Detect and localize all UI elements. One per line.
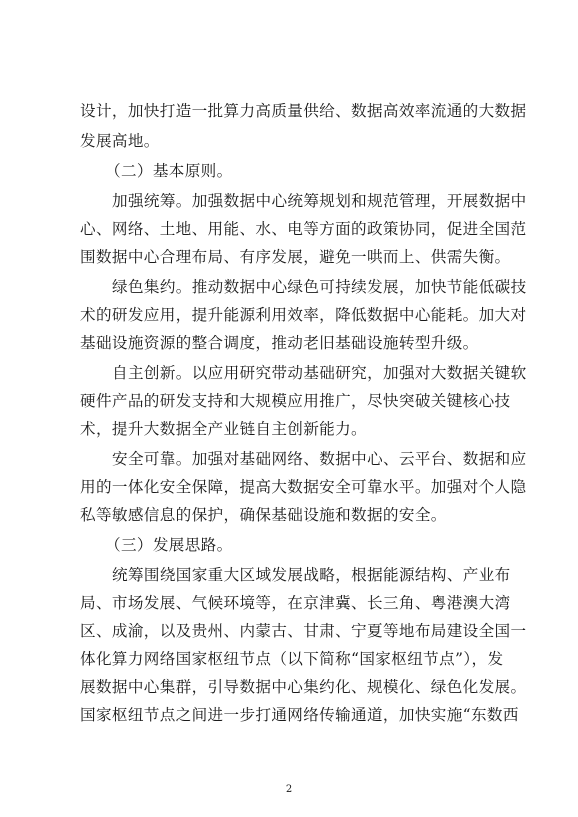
text-line: 体化算力网络国家枢纽节点（以下简称“国家枢纽节点”），发 bbox=[80, 650, 504, 668]
text-line: 设计，加快打造一批算力高质量供给、数据高效率流通的大数据 bbox=[80, 102, 527, 120]
text-line: 加强统筹。加强数据中心统筹规划和规范管理，开展数据中 bbox=[112, 192, 527, 210]
text-line: 围数据中心合理布局、有序发展，避免一哄而上、供需失衡。 bbox=[80, 248, 511, 266]
text-line: 国家枢纽节点之间进一步打通网络传输通道，加快实施“东数西 bbox=[80, 706, 519, 724]
text-line: 自主创新。以应用研究带动基础研究，加强对大数据关键软 bbox=[112, 364, 527, 382]
section-heading: （三）发展思路。 bbox=[105, 536, 233, 554]
text-line: 绿色集约。推动数据中心绿色可持续发展，加快节能低碳技 bbox=[112, 278, 527, 296]
text-line: 统筹围绕国家重大区域发展战略，根据能源结构、产业布 bbox=[112, 566, 511, 584]
section-heading: （二）基本原则。 bbox=[105, 162, 233, 180]
text-line: 术的研发应用，提升能源利用效率，降低数据中心能耗。加大对 bbox=[80, 306, 527, 324]
text-line: 硬件产品的研发支持和大规模应用推广，尽快突破关键核心技 bbox=[80, 392, 511, 410]
text-line: 私等敏感信息的保护，确保基础设施和数据的安全。 bbox=[80, 506, 447, 524]
page-number: 2 bbox=[285, 784, 293, 795]
text-line: 基础设施资源的整合调度，推动老旧基础设施转型升级。 bbox=[80, 334, 479, 352]
text-line: 术，提升大数据全产业链自主创新能力。 bbox=[80, 420, 367, 438]
text-line: 发展高地。 bbox=[80, 132, 160, 150]
text-line: 区、成渝，以及贵州、内蒙古、甘肃、宁夏等地布局建设全国一 bbox=[80, 622, 527, 640]
text-line: 局、市场发展、气候环境等，在京津冀、长三角、粤港澳大湾 bbox=[80, 594, 511, 612]
text-line: 安全可靠。加强对基础网络、数据中心、云平台、数据和应 bbox=[112, 450, 527, 468]
text-line: 心、网络、土地、用能、水、电等方面的政策协同，促进全国范 bbox=[80, 220, 527, 238]
text-line: 用的一体化安全保障，提高大数据安全可靠水平。加强对个人隐 bbox=[80, 478, 527, 496]
text-line: 展数据中心集群，引导数据中心集约化、规模化、绿色化发展。 bbox=[80, 678, 527, 696]
